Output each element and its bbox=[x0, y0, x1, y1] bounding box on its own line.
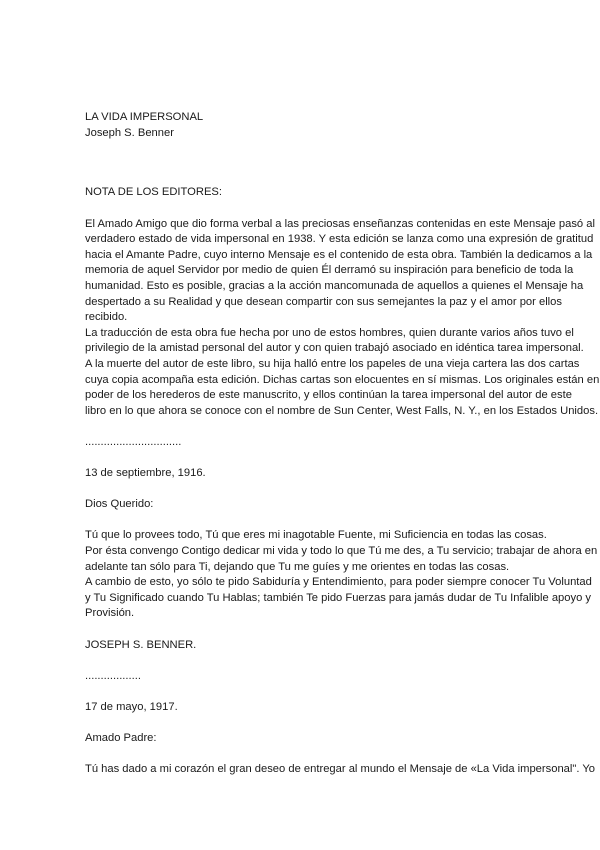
editors-note-paragraph-1 bbox=[85, 217, 595, 326]
document-page bbox=[85, 110, 600, 778]
book-title: LA VIDA IMPERSONAL bbox=[85, 111, 204, 123]
editors-note-heading: NOTA DE LOS EDITORES: bbox=[85, 186, 222, 199]
book-author: Joseph S. Benner bbox=[85, 126, 174, 139]
letter-line: Provisión. bbox=[85, 607, 135, 620]
letter-1-date: 13 de septiembre, 1916. bbox=[85, 467, 206, 480]
letter-1-body bbox=[85, 528, 598, 622]
editors-note-paragraph-2 bbox=[85, 326, 600, 420]
paragraph-line: hacia el Amante Padre, cuyo interno Mensaje es el contenido de esta obra. También la dedicamos a la bbox=[85, 248, 593, 261]
separator-dots: ............................... bbox=[85, 435, 182, 448]
letter-line: adelante tan sólo para Ti, dejando que Tu me guíes y me orientes en todas las cosas. bbox=[85, 560, 510, 573]
letter-1-salutation: Dios Querido: bbox=[85, 498, 154, 511]
paragraph-line: A la muerte del autor de este libro, su hija halló entre los papeles de una vieja cartera las dos cartas bbox=[85, 357, 580, 370]
paragraph-line: El Amado Amigo que dio forma verbal a las preciosas enseñanzas contenidas en este Mensaje pasó al bbox=[85, 217, 595, 230]
paragraph-line: poder de los herederos de este manuscrito, y ellos continúan la tarea impersonal del autor de este bbox=[85, 389, 572, 402]
letter-line: Por ésta convengo Contigo dedicar mi vida y todo lo que Tú me des, a Tu servicio; trabajar de ahora en bbox=[85, 545, 598, 558]
paragraph-line: humanidad. Esto es posible, gracias a la acción mancomunada de aquellos a quienes el Mensaje ha bbox=[85, 279, 584, 292]
paragraph-line: verdadero estado de vida impersonal en 1938. Y esta edición se lanza como una expresión de gratitud bbox=[85, 233, 594, 246]
letter-line: A cambio de esto, yo sólo te pido Sabiduría y Entendimiento, para poder siempre conocer Tu Voluntad bbox=[85, 576, 592, 589]
letter-2-salutation: Amado Padre: bbox=[85, 732, 157, 745]
letter-line: y Tu Significado cuando Tu Hablas; también Te pido Fuerzas para jamás dudar de Tu Infalible apoyo y bbox=[85, 591, 592, 604]
paragraph-line: privilegio de la amistad personal del autor y con quien trabajó asociado en idéntica tarea impersonal. bbox=[85, 342, 584, 355]
letter-2-date: 17 de mayo, 1917. bbox=[85, 700, 178, 713]
paragraph-line: recibido. bbox=[85, 311, 128, 324]
separator-dots: .................. bbox=[85, 669, 141, 682]
letter-2-body bbox=[85, 762, 596, 778]
paragraph-line: memoria de aquel Servidor por medio de quien Él derramó su inspiración para beneficio de toda la bbox=[85, 264, 574, 277]
paragraph-line: La traducción de esta obra fue hecha por uno de estos hombres, quien durante varios años tuvo el bbox=[85, 326, 574, 339]
letter-1-signature: JOSEPH S. BENNER. bbox=[85, 638, 197, 651]
letter-line: Tú has dado a mi corazón el gran deseo de entregar al mundo el Mensaje de «La Vida impersonal". Yo bbox=[85, 763, 596, 776]
paragraph-line: cuya copia acompaña esta edición. Dichas cartas son elocuentes en sí mismas. Los originales están en bbox=[85, 373, 600, 386]
paragraph-line: libro en lo que ahora se conoce con el nombre de Sun Center, West Falls, N. Y., en los Estados Unidos. bbox=[85, 404, 599, 417]
paragraph-line: despertado a su Realidad y que desean compartir con sus semejantes la paz y el amor por ellos bbox=[85, 295, 562, 308]
letter-line: Tú que lo provees todo, Tú que eres mi inagotable Fuente, mi Suficiencia en todas las cosas. bbox=[85, 529, 547, 542]
